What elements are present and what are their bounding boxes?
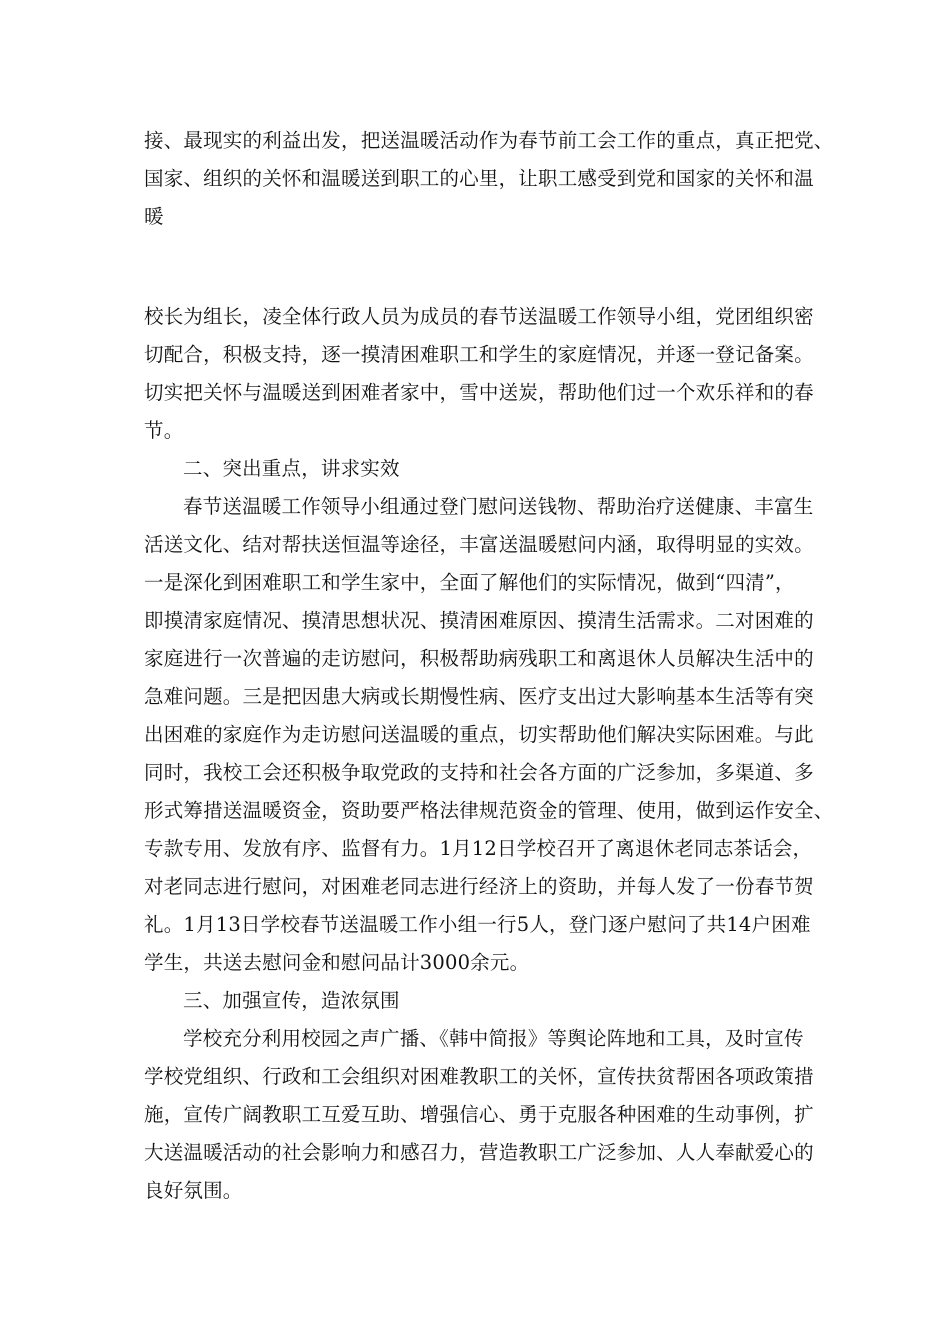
- section-two: [144, 450, 834, 1210]
- section-heading: 二、突出重点，讲求实效: [183, 457, 400, 480]
- text-line: 出困难的家庭作为走访慰问送温暖的重点，切实帮助他们解决实际困难。与此: [144, 723, 814, 746]
- text-line: 即摸清家庭情况、摸清思想状况、摸清困难原因、摸清生活需求。二对困难的: [144, 609, 814, 632]
- text-line: 学校充分利用校园之声广播、《韩中简报》等舆论阵地和工具，及时宣传: [183, 1027, 804, 1050]
- text-line: 国家、组织的关怀和温暖送到职工的心里，让职工感受到党和国家的关怀和温: [144, 167, 814, 190]
- text-line: 形式筹措送温暖资金，资助要严格法律规范资金的管理、使用，做到运作安全、: [144, 799, 834, 822]
- text-line: 一是深化到困难职工和学生家中，全面了解他们的实际情况，做到“四清”，: [144, 571, 795, 594]
- text-line: 对老同志进行慰问，对困难老同志进行经济上的资助，并每人发了一份春节贺: [144, 875, 814, 898]
- text-line: 大送温暖活动的社会影响力和感召力，营造教职工广泛参加、人人奉献爱心的: [144, 1141, 814, 1164]
- text-line: 切实把关怀与温暖送到困难者家中，雪中送炭，帮助他们过一个欢乐祥和的春: [144, 381, 814, 404]
- text-line: 急难问题。三是把因患大病或长期慢性病、医疗支出过大影响基本生活等有突: [144, 685, 814, 708]
- text-line: 施，宣传广阔教职工互爱互助、增强信心、勇于克服各种困难的生动事例，扩: [144, 1103, 814, 1126]
- text-line: 春节送温暖工作领导小组通过登门慰问送钱物、帮助治疗送健康、丰富生: [183, 495, 814, 518]
- text-line: 节。: [144, 419, 184, 442]
- text-line: 接、最现实的利益出发，把送温暖活动作为春节前工会工作的重点，真正把党、: [144, 129, 834, 152]
- text-line: 学校党组织、行政和工会组织对困难教职工的关怀，宣传扶贫帮困各项政策措: [144, 1065, 814, 1088]
- text-line: 校长为组长，凌全体行政人员为成员的春节送温暖工作领导小组，党团组织密: [144, 305, 814, 328]
- text-line: 暖: [144, 205, 164, 228]
- text-line: 活送文化、结对帮扶送恒温等途径，丰富送温暖慰问内涵，取得明显的实效。: [144, 533, 814, 556]
- section-heading: 三、加强宣传，造浓氛围: [183, 989, 400, 1012]
- text-line: 家庭进行一次普遍的走访慰问，积极帮助病残职工和离退休人员解决生活中的: [144, 647, 814, 670]
- text-line: 同时，我校工会还积极争取党政的支持和社会各方面的广泛参加，多渠道、多: [144, 761, 814, 784]
- paragraph-top: [144, 122, 834, 236]
- text-line: 良好氛围。: [144, 1179, 243, 1202]
- text-line: 礼。1月13日学校春节送温暖工作小组一行5人，登门逐户慰问了共14户困难: [144, 913, 811, 936]
- text-line: 专款专用、发放有序、监督有力。1月12日学校召开了离退休老同志茶话会，: [144, 837, 813, 860]
- text-line: 切配合，积极支持，逐一摸清困难职工和学生的家庭情况，并逐一登记备案。: [144, 343, 814, 366]
- text-line: 学生，共送去慰问金和慰问品计3000余元。: [144, 951, 530, 974]
- paragraph-group: [144, 298, 824, 450]
